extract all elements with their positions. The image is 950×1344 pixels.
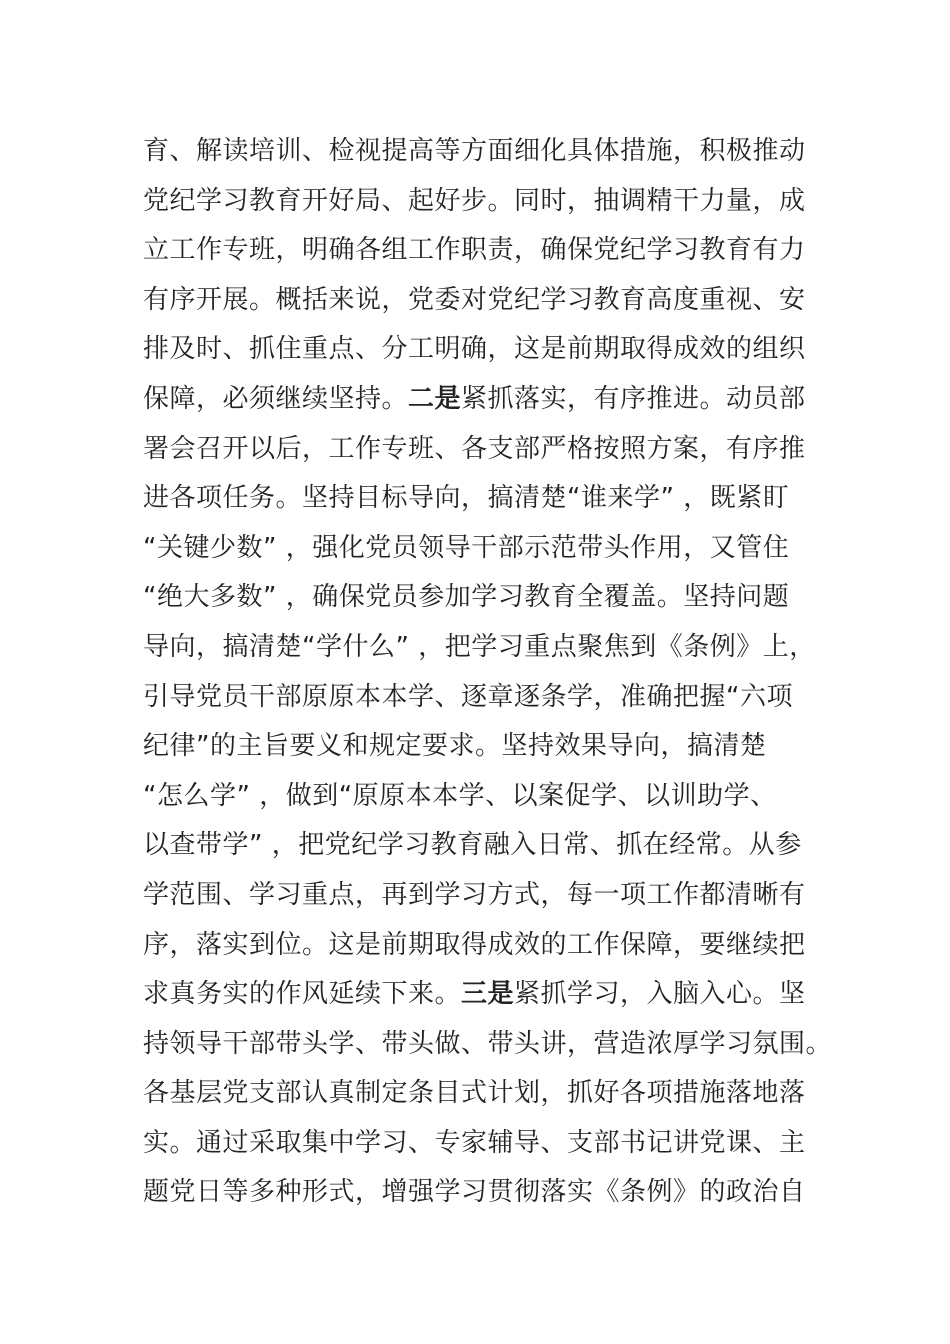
text-run: 导向，搞清楚“学什么” ，把学习重点聚焦到《条例》上， [143, 631, 816, 662]
text-line [143, 127, 823, 177]
text-line [143, 921, 823, 971]
text-run: 保障，必须继续坚持。 [143, 383, 409, 414]
text-run: 育、解读培训、检视提高等方面细化具体措施，积极推动 [143, 136, 806, 166]
text-run: “绝大多数” ，确保党员参加学习教育全覆盖。坚持问题 [143, 582, 790, 613]
text-run: 党纪学习教育开好局、起好步。同时，抽调精干力量，成 [143, 185, 806, 216]
text-line [143, 325, 823, 375]
text-line [143, 970, 823, 1020]
text-line [143, 524, 823, 574]
text-run: 署会召开以后，工作专班、各支部严格按照方案，有序推 [143, 433, 806, 464]
text-run: 立工作专班，明确各组工作职责，确保党纪学习教育有力 [143, 235, 806, 266]
text-run: 紧抓落实，有序推进。动员部 [461, 383, 806, 414]
text-line [143, 772, 823, 822]
text-run: “怎么学” ，做到“原原本本学、以案促学、以训助学、 [143, 780, 777, 811]
text-line [143, 1020, 833, 1070]
text-line [143, 673, 823, 723]
text-line [143, 821, 823, 871]
text-line [143, 425, 823, 475]
text-line [143, 871, 823, 921]
text-run: 实。通过采取集中学习、专家辅导、支部书记讲党课、主 [143, 1127, 806, 1158]
text-run: 进各项任务。坚持目标导向，搞清楚“谁来学” ，既紧盯 [143, 483, 790, 514]
text-line [143, 474, 823, 524]
text-line [143, 375, 823, 425]
text-run: 序，落实到位。这是前期取得成效的工作保障，要继续把 [143, 929, 806, 960]
text-line [143, 1119, 823, 1169]
text-line [143, 177, 823, 227]
text-line [143, 1069, 823, 1119]
text-run: 学范围、学习重点，再到学习方式，每一项工作都清晰有 [143, 879, 806, 910]
text-line [143, 1168, 823, 1218]
text-run: 求真务实的作风延续下来。 [143, 979, 462, 1010]
text-run: 各基层党支部认真制定条目式计划，抓好各项措施落地落 [143, 1078, 806, 1109]
text-run: 引导党员干部原原本本学、逐章逐条学，准确把握“六项 [143, 681, 793, 712]
text-run: 题党日等多种形式，增强学习贯彻落实《条例》的政治自 [143, 1177, 806, 1208]
text-run: 紧抓学习，入脑入心。坚 [514, 979, 806, 1010]
body-text [143, 127, 833, 1218]
section-marker: 二是 [408, 383, 462, 414]
text-line [143, 722, 823, 772]
text-line [143, 573, 823, 623]
text-run: “关键少数” ，强化党员领导干部示范带头作用，又管住 [143, 532, 790, 563]
text-run: 以查带学” ，把党纪学习教育融入日常、抓在经常。从参 [143, 830, 802, 861]
text-line [143, 226, 823, 276]
text-line [143, 623, 823, 673]
section-marker: 三是 [461, 979, 515, 1010]
text-line [143, 276, 823, 326]
text-run: 排及时、抓住重点、分工明确，这是前期取得成效的组织 [143, 334, 806, 365]
text-run: 持领导干部带头学、带头做、带头讲，营造浓厚学习氛围。 [143, 1028, 833, 1059]
text-run: 有序开展。概括来说，党委对党纪学习教育高度重视、安 [143, 284, 806, 315]
text-run: 纪律”的主旨要义和规定要求。坚持效果导向，搞清楚 [143, 731, 767, 762]
